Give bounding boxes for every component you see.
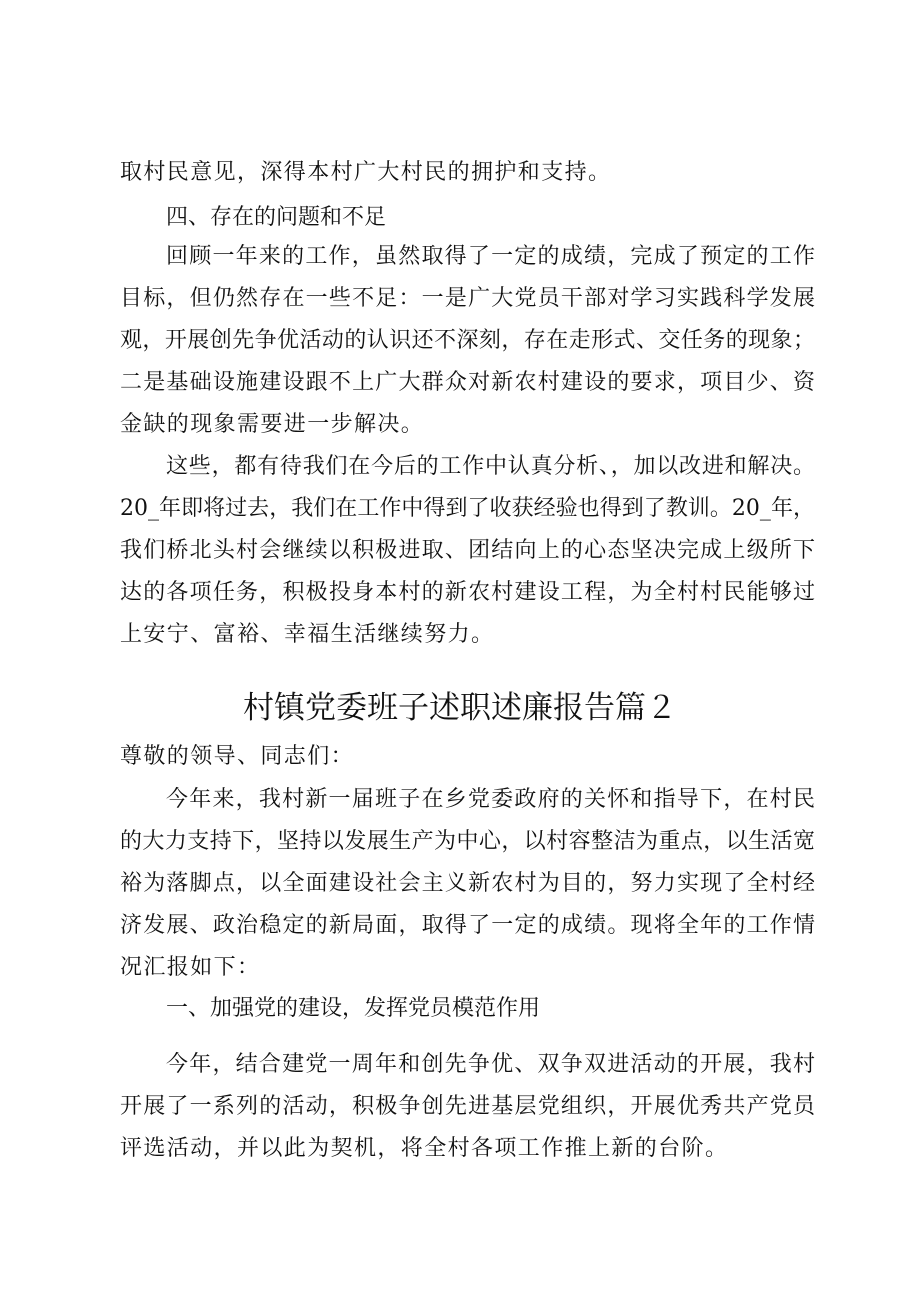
- paragraph-line: 评选活动，并以此为契机，将全村各项工作推上新的台阶。: [120, 1136, 729, 1161]
- salutation: 尊敬的领导、同志们：: [120, 744, 355, 769]
- paragraph-line: 今年，结合建党一周年和创先争优、双争双进活动的开展，我村: [166, 1052, 815, 1077]
- paragraph-line: 况汇报如下：: [120, 955, 261, 980]
- paragraph-line: 20_年即将过去，我们在工作中得到了收获经验也得到了教训。20_年，: [120, 496, 815, 521]
- paragraph-line: 开展了一系列的活动，积极争创先进基层党组织，开展优秀共产党员: [120, 1094, 815, 1119]
- section-heading-party-building: 一、加强党的建设，发挥党员模范作用: [166, 996, 541, 1021]
- paragraph-line: 济发展、政治稳定的新局面，取得了一定的成绩。现将全年的工作情: [120, 913, 815, 938]
- paragraph-line: 金缺的现象需要进一步解决。: [120, 412, 425, 437]
- paragraph-line: 裕为落脚点，以全面建设社会主义新农村为目的，努力实现了全村经: [120, 871, 815, 896]
- paragraph-line: 上安宁、富裕、幸福生活继续努力。: [120, 622, 495, 647]
- paragraph-line: 这些，都有待我们在今后的工作中认真分析、，加以改进和解决。: [166, 454, 815, 479]
- paragraph-line: 我们桥北头村会继续以积极进取、团结向上的心态坚决完成上级所下: [120, 538, 815, 563]
- paragraph-closing-line: 取村民意见，深得本村广大村民的拥护和支持。: [120, 160, 612, 185]
- paragraph-line: 目标，但仍然存在一些不足：一是广大党员干部对学习实践科学发展: [120, 286, 815, 311]
- report-title: 村镇党委班子述职述廉报告篇２: [243, 690, 677, 726]
- paragraph-line: 的大力支持下，坚持以发展生产为中心，以村容整洁为重点，以生活宽: [120, 829, 815, 854]
- paragraph-line: 回顾一年来的工作，虽然取得了一定的成绩，完成了预定的工作: [166, 244, 815, 269]
- paragraph-line: 达的各项任务，积极投身本村的新农村建设工程，为全村村民能够过: [120, 580, 815, 605]
- paragraph-line: 二是基础设施建设跟不上广大群众对新农村建设的要求，项目少、资: [120, 370, 815, 395]
- section-heading-problems: 四、存在的问题和不足: [166, 205, 387, 230]
- paragraph-line: 观，开展创先争优活动的认识还不深刻，存在走形式、交任务的现象；: [120, 328, 815, 353]
- paragraph-line: 今年来，我村新一届班子在乡党委政府的关怀和指导下，在村民: [166, 787, 815, 812]
